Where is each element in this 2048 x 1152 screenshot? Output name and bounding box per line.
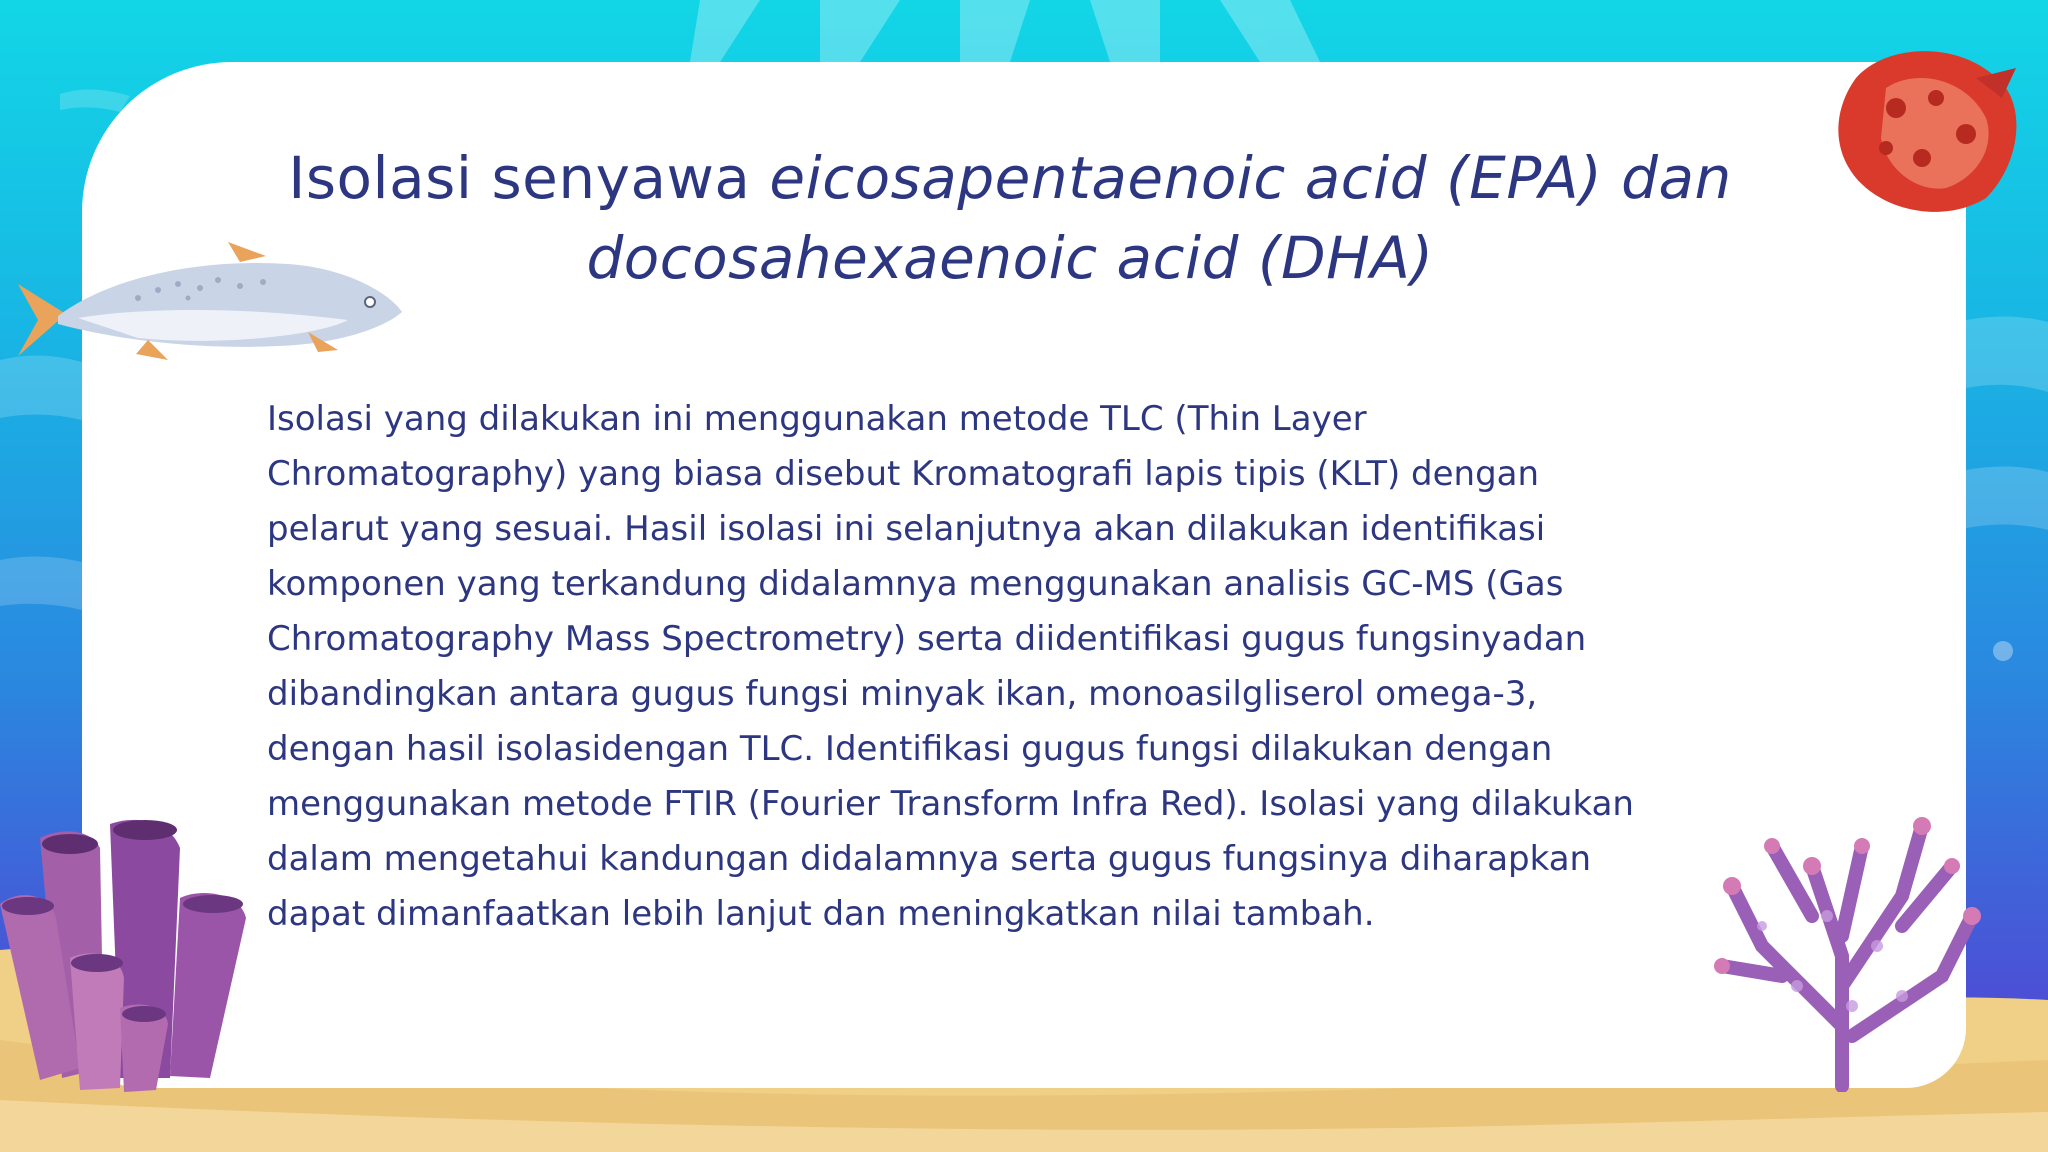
- body-line: Chromatography Mass Spectrometry) serta diidentifikasi gugus fungsinyadan: [267, 619, 1587, 659]
- title-prefix: Isolasi senyawa: [288, 144, 770, 212]
- body-line: Isolasi yang dilakukan ini menggunakan metode TLC (Thin Layer: [267, 399, 1367, 439]
- body-paragraph: [267, 392, 1707, 942]
- slide-title: [200, 138, 1820, 298]
- branch-coral-icon: [1702, 806, 1984, 1092]
- body-line: pelarut yang sesuai. Hasil isolasi ini selanjutnya akan dilakukan identifikasi: [267, 509, 1546, 549]
- body-line: Chromatography) yang biasa disebut Kromatografi lapis tipis (KLT) dengan: [267, 454, 1540, 494]
- fish-icon: [18, 228, 406, 368]
- title-italic-line1: eicosapentaenoic acid (EPA) dan: [769, 144, 1732, 212]
- seashell-icon: [1826, 38, 2026, 218]
- body-line: dibandingkan antara gugus fungsi minyak ikan, monoasilgliserol omega-3,: [267, 674, 1538, 714]
- body-line: dapat dimanfaatkan lebih lanjut dan meningkatkan nilai tambah.: [267, 894, 1375, 934]
- body-line: dengan hasil isolasidengan TLC. Identifikasi gugus fungsi dilakukan dengan: [267, 729, 1553, 769]
- tube-coral-icon: [0, 808, 252, 1098]
- body-line: komponen yang terkandung didalamnya menggunakan analisis GC-MS (Gas: [267, 564, 1564, 604]
- bubble-icon: [1988, 636, 2018, 666]
- title-italic-line2: docosahexaenoic acid (DHA): [586, 224, 1434, 292]
- body-line: dalam mengetahui kandungan didalamnya serta gugus fungsinya diharapkan: [267, 839, 1592, 879]
- body-line: menggunakan metode FTIR (Fourier Transform Infra Red). Isolasi yang dilakukan: [267, 784, 1634, 824]
